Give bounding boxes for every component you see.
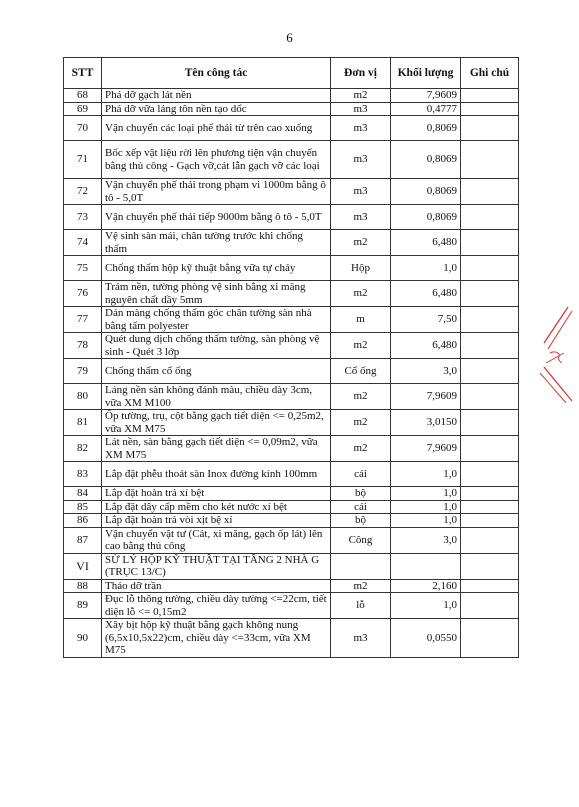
- cell-note: [461, 553, 519, 579]
- cell-name: Lát nền, sàn bằng gạch tiết diện <= 0,09m2, vữa XM M75: [102, 436, 331, 462]
- cell-stt: 82: [64, 436, 102, 462]
- cell-stt: 84: [64, 487, 102, 501]
- cell-unit: m2: [331, 89, 391, 103]
- cell-stt: 75: [64, 256, 102, 281]
- cell-stt: 81: [64, 410, 102, 436]
- cell-stt: 68: [64, 89, 102, 103]
- cell-name: Ốp tường, trụ, cột bằng gạch tiết diện <= 0,25m2, vữa XM M75: [102, 410, 331, 436]
- cell-unit: bộ: [331, 487, 391, 501]
- cell-note: [461, 593, 519, 619]
- cell-qty: 7,9609: [391, 89, 461, 103]
- page-number: 6: [286, 30, 293, 45]
- cell-note: [461, 141, 519, 179]
- cell-note: [461, 462, 519, 487]
- cell-unit: m3: [331, 179, 391, 205]
- table-row: [64, 436, 519, 462]
- cell-unit: Hộp: [331, 256, 391, 281]
- table-row: [64, 487, 519, 501]
- cell-unit: Công: [331, 527, 391, 553]
- cell-unit: m: [331, 307, 391, 333]
- cell-stt: 80: [64, 384, 102, 410]
- cell-name: Lắp đặt phễu thoát sàn Inox đường kính 100mm: [102, 462, 331, 487]
- header-name: Tên công tác: [102, 58, 331, 89]
- cell-unit: m2: [331, 410, 391, 436]
- cell-stt: 87: [64, 527, 102, 553]
- cell-qty: 1,0: [391, 500, 461, 514]
- table-row: [64, 281, 519, 307]
- cell-name: Trám nền, tường phòng vệ sinh bằng xi măng nguyên chất dầy 5mm: [102, 281, 331, 307]
- cell-note: [461, 410, 519, 436]
- table-row: [64, 333, 519, 359]
- table-row: [64, 527, 519, 553]
- table-row: [64, 179, 519, 205]
- cell-unit: m3: [331, 619, 391, 658]
- cell-qty: 6,480: [391, 230, 461, 256]
- cell-unit: cái: [331, 462, 391, 487]
- cell-name: Bốc xếp vật liệu rời lên phương tiện vận chuyển bằng thủ công - Gạch vỡ,cát lẫn gạch vỡ các loại: [102, 141, 331, 179]
- cell-stt: 74: [64, 230, 102, 256]
- cell-name: Lắp đặt dây cấp mềm cho két nước xí bệt: [102, 500, 331, 514]
- cell-qty: 6,480: [391, 281, 461, 307]
- cell-note: [461, 619, 519, 658]
- cell-unit: m2: [331, 579, 391, 593]
- table-row: [64, 384, 519, 410]
- cell-unit: m2: [331, 281, 391, 307]
- cell-unit: [331, 553, 391, 579]
- table-row: [64, 230, 519, 256]
- cell-note: [461, 579, 519, 593]
- cell-name: Quét dung dịch chống thấm tường, sàn phòng vệ sinh - Quét 3 lớp: [102, 333, 331, 359]
- cell-qty: 3,0: [391, 359, 461, 384]
- cell-note: [461, 436, 519, 462]
- header-stt: STT: [64, 58, 102, 89]
- cell-qty: 7,50: [391, 307, 461, 333]
- cell-name: Xây bịt hộp kỹ thuật bằng gạch không nung (6,5x10,5x22)cm, chiều dày <=33cm, vữa XM M75: [102, 619, 331, 658]
- cell-unit: m2: [331, 333, 391, 359]
- cell-qty: 1,0: [391, 593, 461, 619]
- cell-name: Lắp đặt hoàn trả vòi xịt bệ xí: [102, 514, 331, 528]
- table-row: [64, 514, 519, 528]
- cell-note: [461, 116, 519, 141]
- cell-note: [461, 307, 519, 333]
- cell-stt: 69: [64, 102, 102, 116]
- header-qty: Khối lượng: [391, 58, 461, 89]
- cell-qty: 2,160: [391, 579, 461, 593]
- table-row: [64, 102, 519, 116]
- cell-qty: 3,0150: [391, 410, 461, 436]
- cell-note: [461, 384, 519, 410]
- table-row: [64, 89, 519, 103]
- cell-note: [461, 487, 519, 501]
- cell-unit: m3: [331, 116, 391, 141]
- cell-stt: 72: [64, 179, 102, 205]
- cell-name: Phá dỡ vữa láng tôn nền tạo dốc: [102, 102, 331, 116]
- cell-stt: 86: [64, 514, 102, 528]
- cell-stt: 88: [64, 579, 102, 593]
- cell-stt: 78: [64, 333, 102, 359]
- cell-name: Phá dỡ gạch lát nền: [102, 89, 331, 103]
- cell-stt: 77: [64, 307, 102, 333]
- cell-unit: m2: [331, 384, 391, 410]
- table-row: [64, 116, 519, 141]
- cell-stt: 89: [64, 593, 102, 619]
- cell-name: Lắp đặt hoàn trả xí bệt: [102, 487, 331, 501]
- cell-unit: m3: [331, 102, 391, 116]
- cell-note: [461, 230, 519, 256]
- cell-note: [461, 333, 519, 359]
- cell-unit: lỗ: [331, 593, 391, 619]
- cell-note: [461, 256, 519, 281]
- cell-stt: 90: [64, 619, 102, 658]
- cell-unit: m3: [331, 205, 391, 230]
- cell-qty: 0,8069: [391, 179, 461, 205]
- table-row: [64, 141, 519, 179]
- cell-qty: [391, 553, 461, 579]
- cell-stt: VI: [64, 553, 102, 579]
- table-row: [64, 579, 519, 593]
- cell-qty: 1,0: [391, 462, 461, 487]
- table-row: [64, 619, 519, 658]
- cell-stt: 79: [64, 359, 102, 384]
- cell-stt: 71: [64, 141, 102, 179]
- cell-name: Vận chuyển các loại phế thải từ trên cao xuống: [102, 116, 331, 141]
- cell-qty: 0,8069: [391, 141, 461, 179]
- cell-stt: 76: [64, 281, 102, 307]
- table-body: [64, 89, 519, 658]
- cell-name: Dán màng chống thấm góc chân tường sàn nhà bằng tấm polyester: [102, 307, 331, 333]
- cell-note: [461, 89, 519, 103]
- section-row: [64, 553, 519, 579]
- table-row: [64, 500, 519, 514]
- cell-note: [461, 359, 519, 384]
- cell-qty: 1,0: [391, 256, 461, 281]
- cell-stt: 70: [64, 116, 102, 141]
- cell-unit: bộ: [331, 514, 391, 528]
- cell-note: [461, 179, 519, 205]
- cell-name: Vệ sinh sàn mái, chân tường trước khi chống thấm: [102, 230, 331, 256]
- cell-unit: Cổ ống: [331, 359, 391, 384]
- table-row: [64, 359, 519, 384]
- table-row: [64, 410, 519, 436]
- work-items-table: [63, 57, 519, 658]
- cell-name: Tháo dỡ trần: [102, 579, 331, 593]
- header-unit: Đơn vị: [331, 58, 391, 89]
- table-row: [64, 462, 519, 487]
- cell-stt: 85: [64, 500, 102, 514]
- cell-qty: 7,9609: [391, 384, 461, 410]
- cell-note: [461, 281, 519, 307]
- cell-qty: 0,8069: [391, 205, 461, 230]
- cell-name: Vận chuyển vật tư (Cát, xi măng, gạch ốp lát) lên cao bằng thủ công: [102, 527, 331, 553]
- cell-qty: 1,0: [391, 514, 461, 528]
- cell-note: [461, 514, 519, 528]
- cell-stt: 73: [64, 205, 102, 230]
- table-header-row: [64, 58, 519, 89]
- cell-qty: 0,4777: [391, 102, 461, 116]
- cell-qty: 3,0: [391, 527, 461, 553]
- table-row: [64, 593, 519, 619]
- table-row: [64, 205, 519, 230]
- cell-qty: 0,8069: [391, 116, 461, 141]
- cell-qty: 0,0550: [391, 619, 461, 658]
- header-note: Ghi chú: [461, 58, 519, 89]
- cell-unit: m3: [331, 141, 391, 179]
- cell-name: Vận chuyển phế thải trong phạm vi 1000m bằng ô tô - 5,0T: [102, 179, 331, 205]
- cell-note: [461, 500, 519, 514]
- cell-qty: 7,9609: [391, 436, 461, 462]
- cell-unit: m2: [331, 230, 391, 256]
- table-row: [64, 307, 519, 333]
- table-row: [64, 256, 519, 281]
- cell-name: Chống thấm hộp kỹ thuật bằng vữa tự chảy: [102, 256, 331, 281]
- stamp-mark: [538, 303, 574, 403]
- cell-note: [461, 102, 519, 116]
- cell-name: Láng nền sàn không đánh màu, chiều dày 3cm, vữa XM M100: [102, 384, 331, 410]
- cell-stt: 83: [64, 462, 102, 487]
- cell-qty: 1,0: [391, 487, 461, 501]
- cell-note: [461, 205, 519, 230]
- cell-name: Vận chuyển phế thải tiếp 9000m bằng ô tô - 5,0T: [102, 205, 331, 230]
- cell-name: Đục lỗ thông tường, chiều dày tường <=22cm, tiết diện lỗ <= 0,15m2: [102, 593, 331, 619]
- cell-name: Chống thấm cổ ống: [102, 359, 331, 384]
- cell-unit: cái: [331, 500, 391, 514]
- cell-qty: 6,480: [391, 333, 461, 359]
- cell-name: SỬ LÝ HỘP KỸ THUẬT TẠI TẦNG 2 NHÀ G (TRỤC 13/C): [102, 553, 331, 579]
- cell-unit: m2: [331, 436, 391, 462]
- cell-note: [461, 527, 519, 553]
